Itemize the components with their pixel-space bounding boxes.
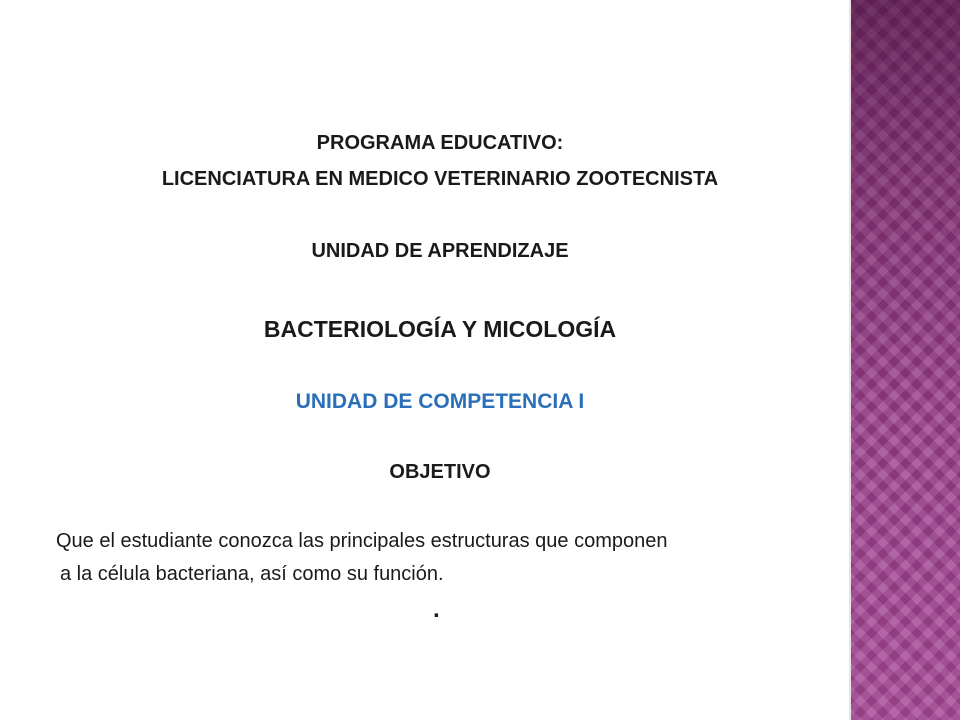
- trailing-dot: .: [433, 596, 440, 623]
- objective-text-line-2: a la célula bacteriana, así como su función.: [60, 563, 444, 585]
- program-name: LICENCIATURA EN MEDICO VETERINARIO ZOOTECNISTA: [161, 168, 719, 190]
- unit-label: UNIDAD DE APRENDIZAJE: [311, 240, 569, 262]
- competence-unit: UNIDAD DE COMPETENCIA I: [295, 390, 585, 413]
- objective-label: OBJETIVO: [389, 461, 491, 483]
- objective-text-line-1: Que el estudiante conozca las principales estructuras que componen: [56, 530, 668, 552]
- decorative-side-band: [851, 0, 960, 720]
- unit-name: BACTERIOLOGÍA Y MICOLOGÍA: [263, 316, 617, 342]
- program-label: PROGRAMA EDUCATIVO:: [316, 132, 564, 154]
